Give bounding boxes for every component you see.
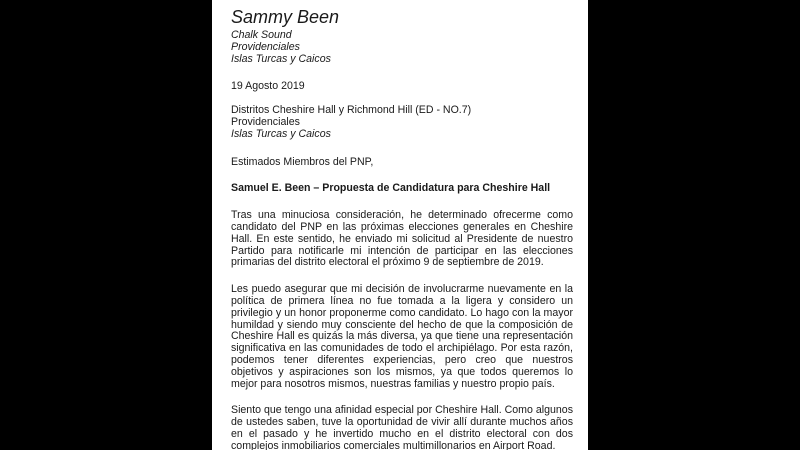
letter-page [212, 0, 588, 450]
recipient-line: Islas Turcas y Caicos [231, 127, 331, 140]
body-paragraph: Siento que tengo una afinidad especial por Cheshire Hall. Como algunos de ustedes saben, tuve la oportunidad de vivir allí durante muchos años en el pasado y he invertido mucho en el distrito electoral con dos complejos inmobiliarios comerciales multimillonarios en Airport Road. [231, 404, 573, 450]
salutation: Estimados Miembros del PNP, [231, 155, 374, 168]
sender-address-line: Chalk Sound [231, 29, 292, 41]
body-paragraph: Tras una minuciosa consideración, he determinado ofrecerme como candidato del PNP en las próximas elecciones generales en Cheshire Hall. En este sentido, he enviado mi solicitud al Presidente de nuestro Partido para notificarle mi intención de participar en las elecciones primarias del distrito electoral el próximo 9 de septiembre de 2019. [231, 209, 573, 269]
sender-name: Sammy Been [231, 7, 340, 27]
letter-date: 19 Agosto 2019 [231, 80, 305, 93]
letter-content [231, 6, 573, 450]
recipient-line: Providenciales [231, 115, 300, 128]
subject-line: Samuel E. Been – Propuesta de Candidatura para Cheshire Hall [231, 182, 551, 195]
body-paragraph: Les puedo asegurar que mi decisión de involucrarme nuevamente en la política de primera línea no fue tomada a la ligera y considero un privilegio y un honor proponerme como candidato. Lo hago con la mayor humildad y siendo muy consciente del hecho de que la composición de Cheshire Hall es quizás la más diversa, ya que tiene una representación significativa en las comunidades de todo el archipiélago. Por esta razón, podemos tener diferentes experiencias, pero creo que nuestros objetivos y aspiraciones son los mismos, ya que todos queremos lo mejor para nosotros mismos, nuestras familias y nuestro propio país. [231, 283, 573, 390]
recipient-line: Distritos Cheshire Hall y Richmond Hill (ED - NO.7) [231, 104, 472, 117]
recipient-block [231, 105, 573, 140]
sender-address-line: Providenciales [231, 40, 300, 53]
sender-address-line: Islas Turcas y Caicos [231, 52, 331, 65]
sender-block [231, 6, 573, 65]
